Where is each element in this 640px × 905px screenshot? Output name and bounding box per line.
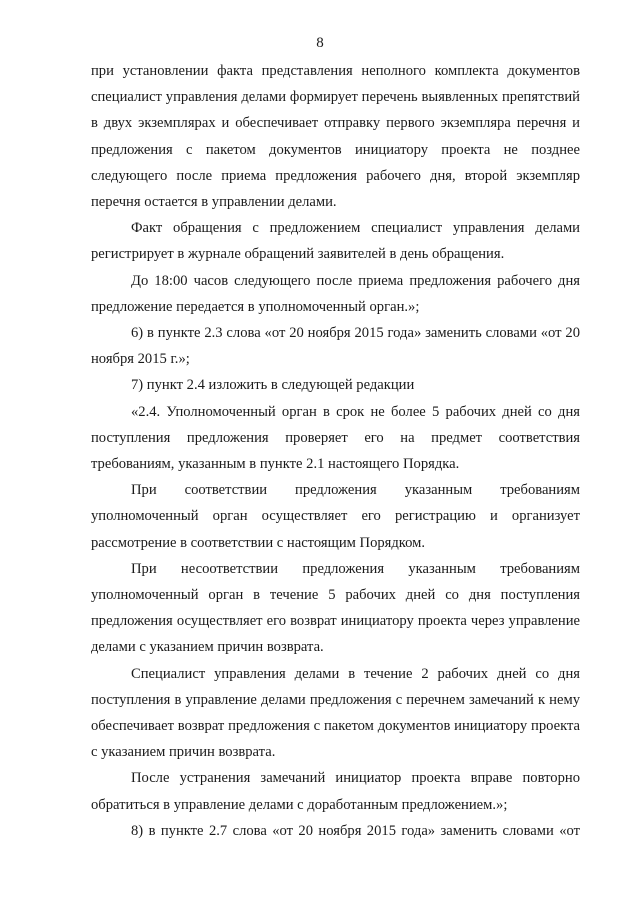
document-body (91, 58, 580, 844)
paragraph-clause-2-4: «2.4. Уполномоченный орган в срок не более 5 рабочих дней со дня поступления предложения проверяет его на предмет соответствия требованиям, указанным в пункте 2.1 настоящего Порядка. (91, 403, 580, 473)
paragraph-item-7: 7) пункт 2.4 изложить в следующей редакции (131, 377, 415, 394)
paragraph-non-compliance: При несоответствии предложения указанным требованиям уполномоченный орган в течение 5 рабочих дней со дня поступления предложения осуществляет его возврат инициатору проекта через управление делами с указанием причин возврата. (91, 560, 580, 656)
paragraph-return: Специалист управления делами в течение 2 рабочих дней со дня поступления в управление делами предложения с перечнем замечаний к нему обеспечивает возврат предложения с пакетом документов инициатору проекта с указанием причин возврата. (91, 665, 580, 761)
paragraph-compliance: При соответствии предложения указанным требованиям уполномоченный орган осуществляет его регистрацию и организует рассмотрение в соответствии с настоящим Порядком. (91, 482, 580, 551)
paragraph-registration: Факт обращения с предложением специалист управления делами регистрирует в журнале обращений заявителей в день обращения. (91, 220, 580, 263)
paragraph-continuation: при установлении факта представления неполного комплекта документов специалист управления делами формирует перечень выявленных препятствий в двух экземплярах и обеспечивает отправку первого экземпляра перечня и предложения с пакетом документов инициатору проекта не позднее следующего после приема предложения рабочего дня, второй экземпляр перечня остается в управлении делами. (91, 63, 580, 211)
paragraph-item-6: 6) в пункте 2.3 слова «от 20 ноября 2015 года» заменить словами «от 20 ноября 2015 г.»; (91, 325, 580, 368)
paragraph-item-8: 8) в пункте 2.7 слова «от 20 ноября 2015 года» заменить словами «от (131, 822, 580, 839)
page-number: 8 (316, 35, 324, 51)
paragraph-transfer-deadline: До 18:00 часов следующего после приема предложения рабочего дня предложение передается в уполномоченный орган.»; (91, 272, 580, 315)
paragraph-resubmission: После устранения замечаний инициатор проекта вправе повторно обратиться в управление делами с доработанным предложением.»; (91, 770, 580, 813)
